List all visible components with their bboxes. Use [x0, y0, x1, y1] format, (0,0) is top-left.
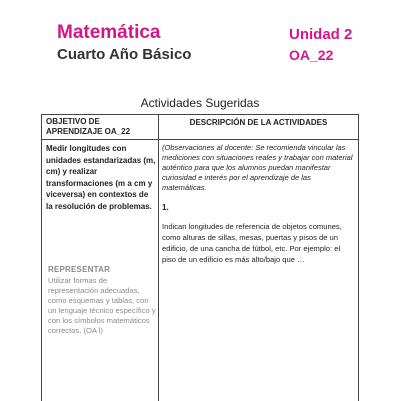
- column-divider: [158, 115, 159, 401]
- course-name: Cuarto Año Básico: [57, 46, 192, 63]
- activity-number: 1.: [162, 203, 169, 212]
- skill-description: Utilizar formas de representación adecuadas, como esquemas y tablas, con un lenguaje técnico específico y con los símbolos matemáticos correctos. (OA l): [48, 276, 156, 335]
- subject-title: Matemática: [57, 22, 161, 43]
- teacher-observation: (Observaciones al docente: Se recomienda vincular las mediciones con situaciones reales y trabajar con material auténtico para que los alumnos puedan manifestar curiosidad e interés por el aprendizaje de las matemáticas.: [162, 143, 353, 192]
- objective-column-header: OBJETIVO DE APRENDIZAJE OA_22: [46, 117, 131, 136]
- skill-label: REPRESENTAR: [48, 265, 111, 274]
- activity-description: Indican longitudes de referencia de objetos comunes, como alturas de sillas, mesas, puertas y pisos de un edificio, de una cancha de fútbol, etc. Por ejemplo: el piso de un edificio es más alto/bajo que …: [162, 222, 342, 264]
- oa-code: OA_22: [289, 47, 334, 63]
- description-column-header: DESCRIPCIÓN DE LA ACTIVIDADES: [189, 118, 328, 127]
- learning-objective: Medir longitudes con unidades estandarizadas (m, cm) y realizar transformaciones (m a cm y viceversa) en contextos de la resolución de problemas.: [46, 144, 156, 211]
- header-row-divider: [42, 139, 358, 140]
- activities-table: [41, 114, 359, 401]
- section-title: Actividades Sugeridas: [140, 96, 260, 110]
- unit-label: Unidad 2: [289, 26, 353, 43]
